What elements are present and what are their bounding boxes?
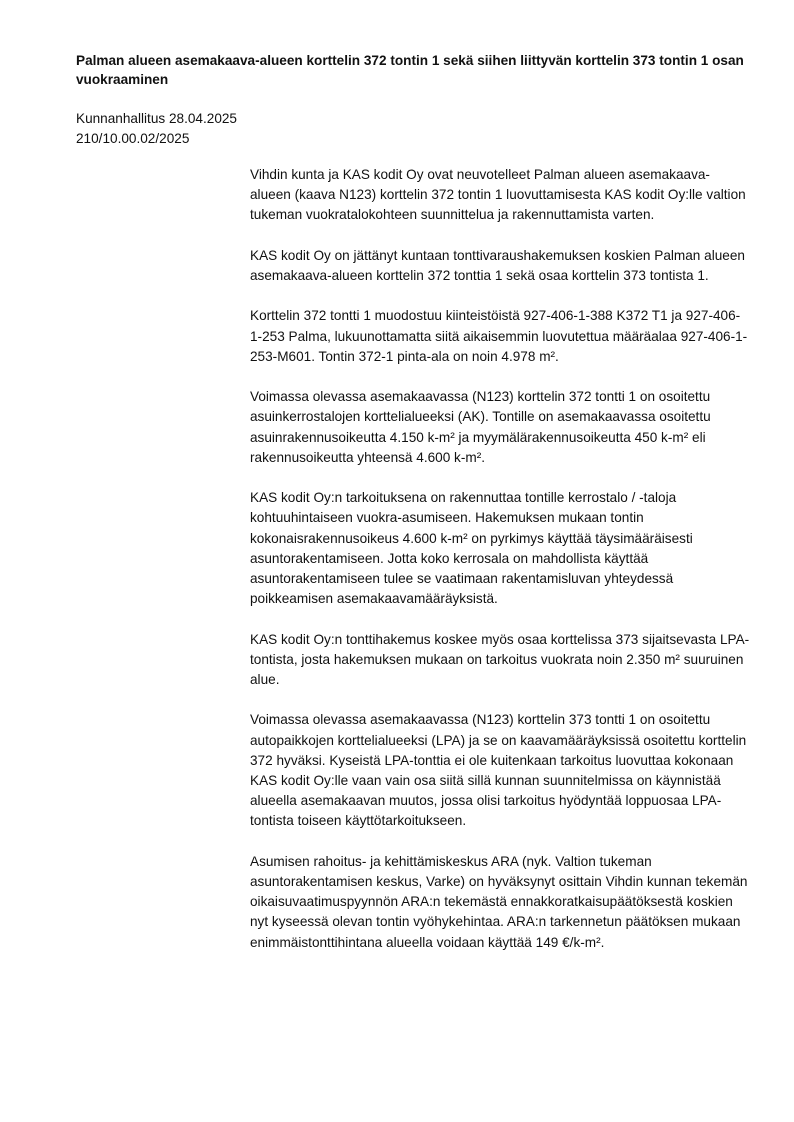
paragraph: KAS kodit Oy on jättänyt kuntaan tonttivaraushakemuksen koskien Palman alueen asemakaava-alueen korttelin 372 tonttia 1 sekä osaa korttelin 373 tontista 1.: [250, 247, 745, 283]
paragraph: Voimassa olevassa asemakaavassa (N123) korttelin 372 tontti 1 on osoitettu asuinkerrostalojen korttelialueeksi (AK). Tontille on asemakaavassa osoitettu asuinrakennusoikeutta 4.150 k-m² ja myymälärakennusoikeutta 450 k-m² eli rakennusoikeutta yhteensä 4.600 k-m².: [250, 389, 711, 465]
document-body: [250, 165, 750, 973]
meeting-info: [76, 109, 237, 149]
paragraph: KAS kodit Oy:n tonttihakemus koskee myös osaa korttelissa 373 sijaitsevasta LPA-tontista, josta hakemuksen mukaan on tarkoitus vuokrata noin 2.350 m² suuruinen alue.: [250, 631, 750, 687]
meeting-date: Kunnanhallitus 28.04.2025: [76, 111, 237, 126]
paragraph: Voimassa olevassa asemakaavassa (N123) korttelin 373 tontti 1 on osoitettu autopaikkojen korttelialueeksi (LPA) ja se on kaavamääräyksissä osoitettu korttelin 372 hyväksi. Kyseistä LPA-tonttia ei ole kuitenkaan tarkoitus luovuttaa kokonaan KAS kodit Oy:lle vaan vain osa siitä sillä kunnan suunnitelmissa on käynnistää alueella asemakaavan muutos, jossa olisi tarkoitus hyödyntää loppuosaa LPA-tontista toiseen käyttötarkoitukseen.: [250, 712, 747, 829]
paragraph: Korttelin 372 tontti 1 muodostuu kiinteistöistä 927-406-1-388 K372 T1 ja 927-406-1-253 Palma, lukuunottamatta siitä aikaisemmin luovutettua määräalaa 927-406-1-253-M601. Tontin 372-1 pinta-ala on noin 4.978 m².: [250, 308, 748, 364]
paragraph: Vihdin kunta ja KAS kodit Oy ovat neuvotelleet Palman alueen asemakaava-alueen (kaava N123) korttelin 372 tontin 1 luovuttamisesta KAS kodit Oy:lle valtion tukeman vuokratalokohteen suunnittelua ja rakennuttamista varten.: [250, 167, 746, 223]
document-title: Palman alueen asemakaava-alueen korttelin 372 tontin 1 sekä siihen liittyvän korttelin 373 tontin 1 osan vuokraaminen: [76, 53, 744, 87]
record-number: 210/10.00.02/2025: [76, 131, 190, 146]
paragraph: Asumisen rahoitus- ja kehittämiskeskus ARA (nyk. Valtion tukeman asuntorakentamisen keskus, Varke) on hyväksynyt osittain Vihdin kunnan tekemän oikaisuvaatimuspyynnön ARA:n tekemästä ennakkoratkaisupäätöksestä koskien nyt kyseessä olevan tontin vyöhykehintaa. ARA:n tarkennetun päätöksen mukaan enimmäistonttihintana alueella voidaan käyttää 149 €/k-m².: [250, 853, 748, 950]
paragraph: KAS kodit Oy:n tarkoituksena on rakennuttaa tontille kerrostalo / -taloja kohtuuhintaiseen vuokra-asumiseen. Hakemuksen mukaan tontin kokonaisrakennusoikeus 4.600 k-m² on pyrkimys käyttää täysimääräisesti asuntorakentamiseen. Jotta koko kerrosala on mahdollista käyttää asuntorakentamiseen tulee se vaatimaan rakentamisluvan yhteydessä poikkeamisen asemakaavamääräyksistä.: [250, 490, 693, 607]
